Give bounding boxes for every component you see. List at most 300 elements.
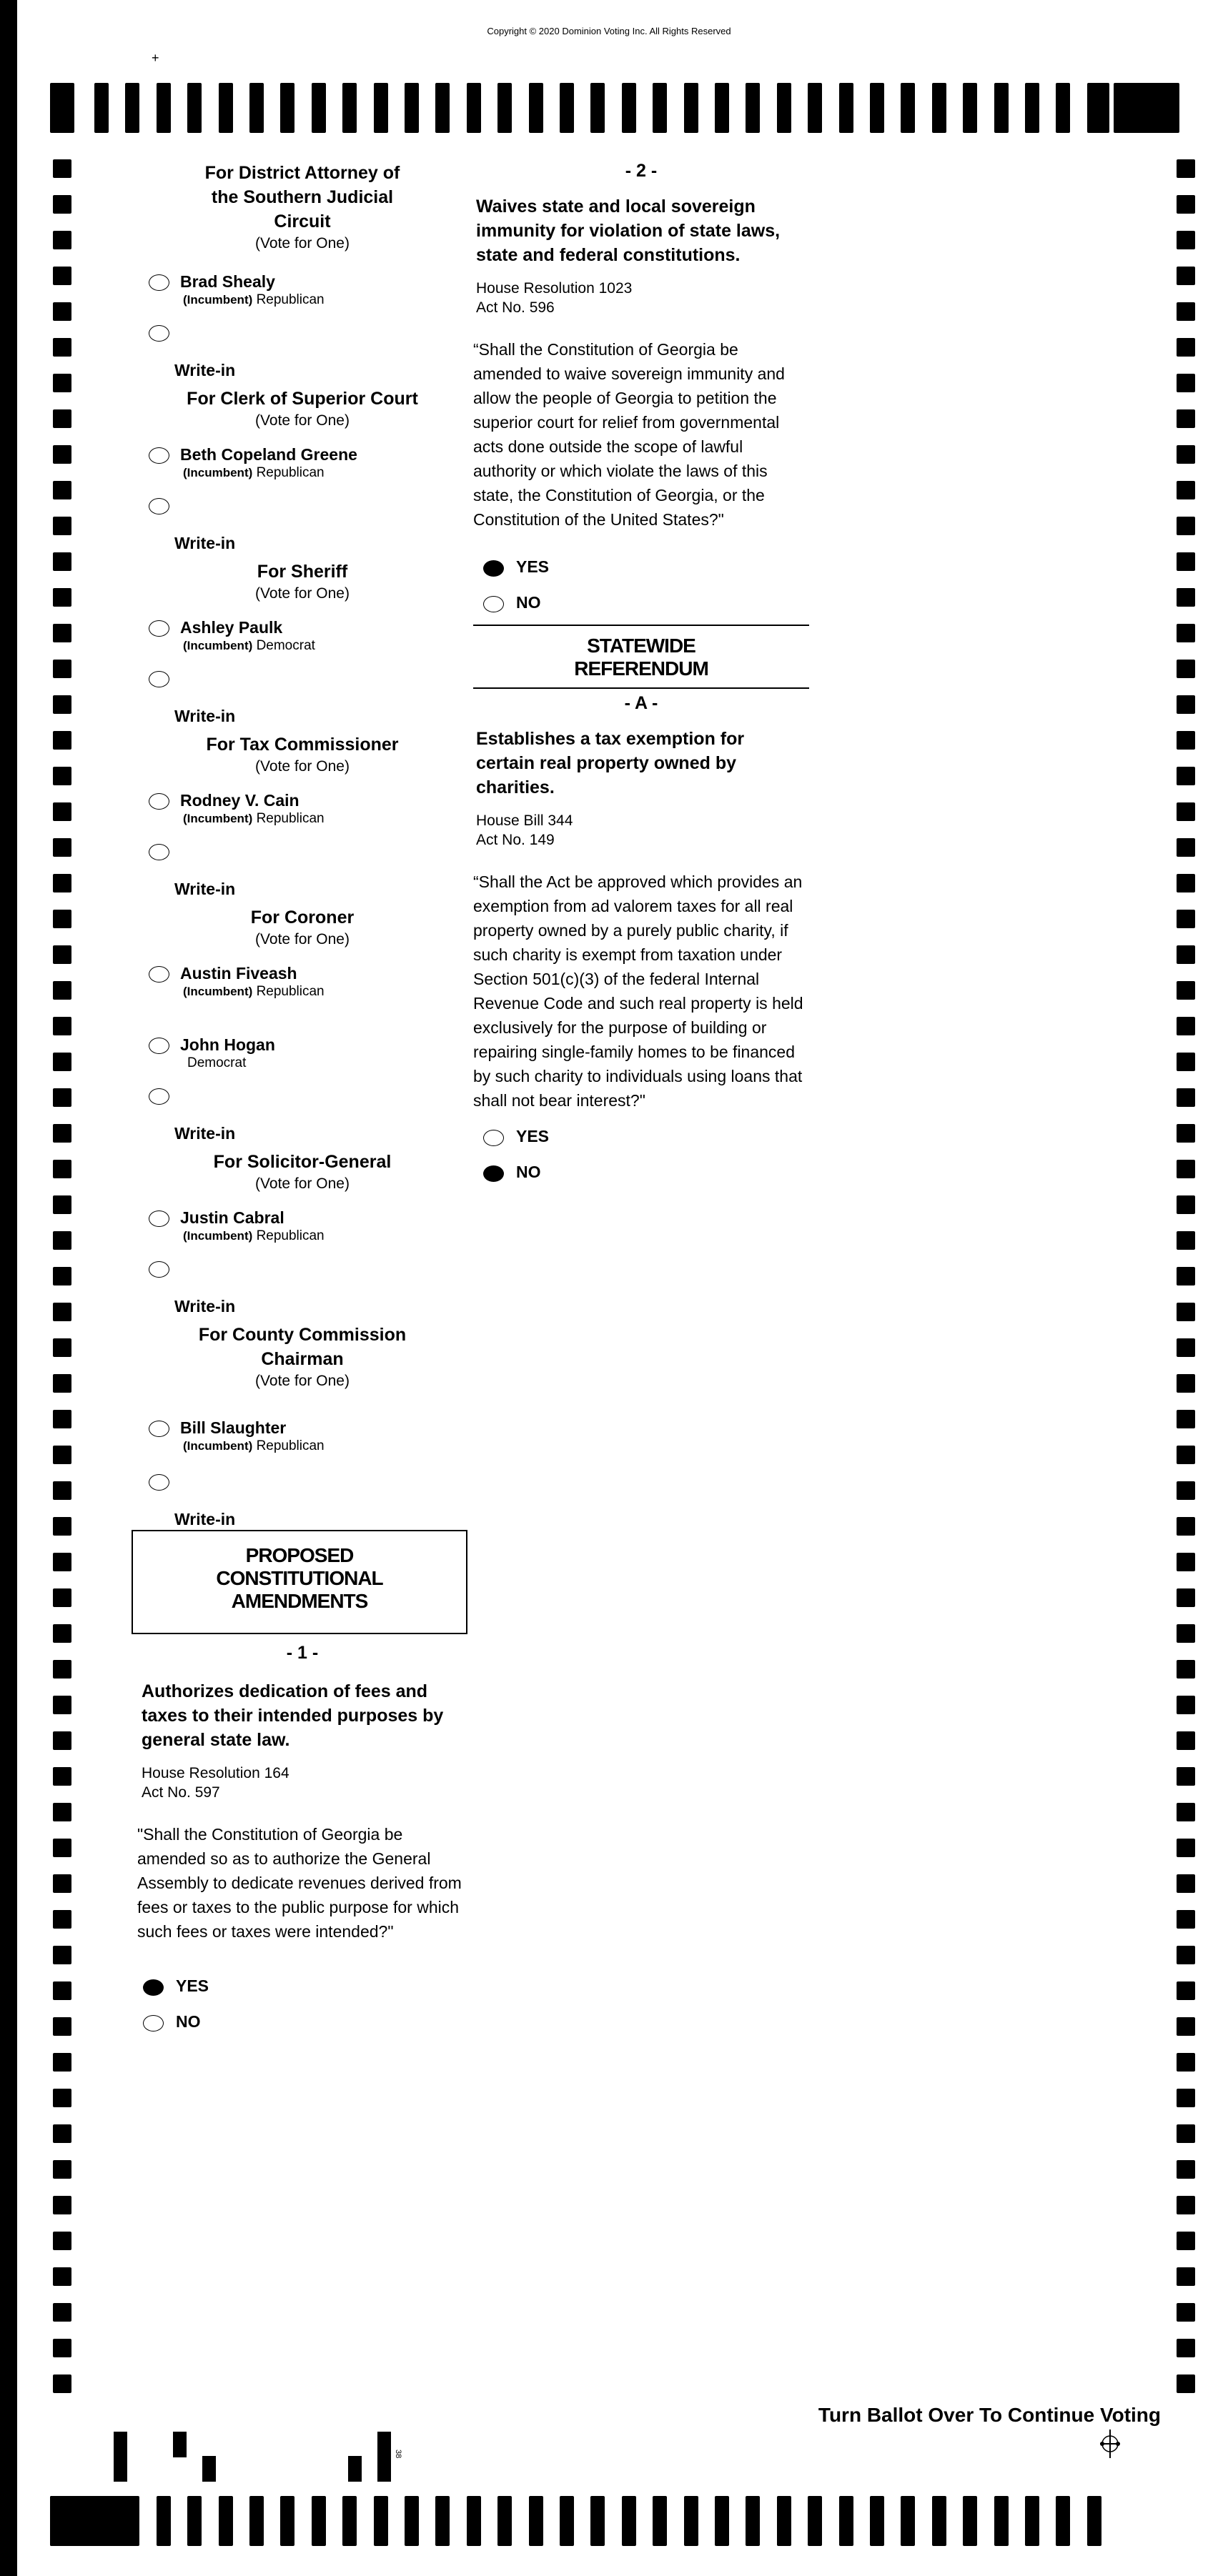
timing-mark [53, 2339, 71, 2357]
timing-mark [1177, 1517, 1195, 1536]
timing-mark [53, 731, 71, 750]
ballot-oval-icon[interactable] [149, 1474, 169, 1491]
timing-bar [653, 2496, 667, 2546]
timing-mark [1177, 2089, 1195, 2107]
write-in-option[interactable] [133, 844, 472, 905]
question-reference: House Resolution 164 [142, 1765, 289, 1781]
timing-mark [1177, 945, 1195, 964]
ballot-oval-filled-icon[interactable] [143, 1979, 164, 1996]
timing-bar [932, 83, 946, 133]
race-title: For Coroner [250, 907, 355, 928]
timing-mark [53, 2089, 71, 2107]
party-label: Democrat [256, 638, 315, 653]
timing-bar [1089, 83, 1109, 133]
candidate-option[interactable] [133, 791, 472, 835]
question-title: Authorizes dedication of fees and taxes to their intended purposes by general state law. [142, 1681, 444, 1750]
timing-bar [467, 83, 481, 133]
ballot-oval-icon[interactable] [149, 1210, 169, 1227]
timing-mark [53, 767, 71, 785]
party-label: Republican [256, 292, 325, 307]
timing-mark [53, 517, 71, 535]
ballot-oval-icon[interactable] [143, 2015, 164, 2032]
amendment-1 [133, 1643, 472, 2044]
write-in-label: Write-in [174, 1124, 236, 1143]
question-text: "Shall the Constitution of Georgia be amended so as to authorize the General Assembly to dedicate revenues derived from fees or taxes to the public purpose for which such fees or taxes were intended?" [137, 1825, 462, 1941]
timing-mark [1177, 1553, 1195, 1571]
timing-mark [1177, 767, 1195, 785]
timing-mark [53, 1481, 71, 1500]
timing-mark [53, 445, 71, 464]
candidate-name: Bill Slaughter [180, 1418, 287, 1437]
option-label: YES [516, 557, 550, 576]
race-title: For Solicitor-General [213, 1152, 392, 1172]
timing-mark [1177, 1910, 1195, 1929]
ballot-oval-icon[interactable] [149, 1088, 169, 1105]
option-no[interactable] [473, 1158, 809, 1194]
race-title: For Sheriff [257, 562, 348, 582]
timing-mark [53, 1267, 71, 1285]
timing-mark [1177, 2303, 1195, 2322]
timing-mark [53, 1588, 71, 1607]
candidate-option[interactable] [133, 1208, 472, 1253]
timing-mark [1177, 1410, 1195, 1428]
timing-mark [53, 2196, 71, 2214]
timing-bar [405, 83, 419, 133]
write-in-label: Write-in [174, 1297, 236, 1316]
section-divider [473, 687, 809, 689]
vote-for-label: (Vote for One) [255, 931, 350, 948]
option-yes[interactable] [133, 1972, 472, 2008]
timing-mark [53, 1946, 71, 1964]
timing-mark [1177, 1088, 1195, 1107]
question-text: “Shall the Act be approved which provides an exemption from ad valorem taxes for all real property owned by a purely public charity, if such charity is exempt from taxation under Section 501(c)(3) of the federal Internal Revenue Code and such real property is held exclusively for the purpose of building or repairing single-family homes to be financed by such charity to individuals using loans that shall not bear interest?" [473, 872, 803, 1110]
question-title: Establishes a tax exemption for certain real property owned by charities. [476, 729, 745, 797]
race-county-commission-chairman [133, 1323, 472, 1530]
timing-bar [932, 2496, 946, 2546]
timing-bar [1056, 83, 1070, 133]
timing-mark [1177, 1731, 1195, 1750]
ballot-oval-icon[interactable] [149, 793, 169, 810]
timing-mark [1177, 517, 1195, 535]
option-label: NO [516, 1163, 541, 1181]
timing-mark [1177, 1874, 1195, 1893]
timing-mark [1177, 2374, 1195, 2393]
timing-mark [1177, 338, 1195, 357]
timing-bar [963, 83, 977, 133]
timing-mark [1177, 695, 1195, 714]
ballot-oval-icon[interactable] [149, 1261, 169, 1278]
timing-bar [529, 2496, 543, 2546]
timing-bar [497, 83, 512, 133]
timing-bar [280, 2496, 294, 2546]
party-label: Republican [256, 1438, 325, 1453]
timing-mark [1177, 1374, 1195, 1393]
timing-bar [870, 83, 884, 133]
incumbent-label: (Incumbent) [183, 293, 253, 307]
timing-bar [1056, 2496, 1070, 2546]
timing-mark [1177, 2196, 1195, 2214]
ballot-oval-icon[interactable] [149, 498, 169, 514]
timing-bar [249, 83, 264, 133]
candidate-name: Brad Shealy [180, 272, 275, 291]
id-bar [377, 2432, 391, 2482]
candidate-option[interactable] [133, 618, 472, 662]
question-reference: Act No. 597 [142, 1784, 220, 1801]
timing-mark [1177, 1338, 1195, 1357]
ballot-oval-icon[interactable] [149, 1038, 169, 1054]
question-text: “Shall the Constitution of Georgia be amended to waive sovereign immunity and allow the people of Georgia to petition the superior court for relief from governmental acts done outside the scope of lawful authority or which violate the laws of this state, the Constitution of Georgia, or the Constitution of the United States?" [473, 340, 785, 529]
timing-bar [777, 83, 791, 133]
timing-mark [1177, 159, 1195, 178]
candidate-name: Ashley Paulk [180, 618, 283, 637]
timing-mark [1177, 267, 1195, 285]
timing-bar [1087, 2496, 1101, 2546]
timing-mark [1177, 409, 1195, 428]
timing-bar [622, 2496, 636, 2546]
write-in-option[interactable] [133, 1474, 472, 1530]
timing-mark [1177, 1660, 1195, 1679]
turn-ballot-instruction: Turn Ballot Over To Continue Voting [818, 2404, 1161, 2426]
right-column [473, 161, 809, 1194]
timing-bar [94, 2496, 109, 2546]
write-in-label: Write-in [174, 361, 236, 379]
copyright-notice: Copyright © 2020 Dominion Voting Inc. All Rights Reserved [487, 26, 731, 36]
write-in-option[interactable] [133, 325, 472, 387]
timing-bar [50, 83, 74, 133]
timing-mark [1177, 1017, 1195, 1035]
timing-mark [1177, 2017, 1195, 2036]
crosshair-target-icon [1096, 2428, 1124, 2460]
option-yes[interactable] [473, 1123, 809, 1158]
timing-mark [53, 945, 71, 964]
scan-edge-strip [0, 0, 17, 2576]
timing-mark [1177, 445, 1195, 464]
incumbent-label: (Incumbent) [183, 812, 253, 825]
timing-bar [157, 83, 171, 133]
timing-bar [125, 2496, 139, 2546]
timing-mark [1177, 1160, 1195, 1178]
timing-mark [53, 588, 71, 607]
timing-mark [53, 1731, 71, 1750]
timing-bar [715, 2496, 729, 2546]
candidate-party [183, 1438, 325, 1454]
ballot-oval-icon[interactable] [149, 671, 169, 687]
timing-mark [1177, 1195, 1195, 1214]
candidate-party [183, 984, 325, 1000]
ballot-oval-filled-icon[interactable] [483, 1165, 504, 1182]
timing-bar [653, 83, 667, 133]
candidate-option[interactable] [133, 964, 472, 1008]
timing-mark [1177, 838, 1195, 857]
timing-bar [746, 83, 760, 133]
timing-mark [53, 374, 71, 392]
timing-bar [839, 2496, 853, 2546]
write-in-option[interactable] [133, 671, 472, 732]
timing-bar [125, 83, 139, 133]
ballot-oval-icon[interactable] [483, 1130, 504, 1146]
timing-mark [1177, 1696, 1195, 1714]
vote-for-label: (Vote for One) [255, 758, 350, 775]
candidate-option[interactable] [133, 272, 472, 317]
vote-for-label: (Vote for One) [255, 585, 350, 602]
timing-mark [53, 1767, 71, 1786]
candidate-option[interactable] [133, 1418, 472, 1463]
race-title-line-1: For County Commission [198, 1325, 407, 1345]
option-label: YES [516, 1127, 550, 1145]
section-header-line: AMENDMENTS [231, 1590, 368, 1612]
timing-bar [560, 83, 574, 133]
timing-mark [53, 660, 71, 678]
timing-mark [53, 302, 71, 321]
timing-mark [53, 1874, 71, 1893]
timing-mark [53, 1017, 71, 1035]
option-no[interactable] [133, 2008, 472, 2044]
race-title: For Clerk of Superior Court [187, 389, 418, 409]
candidate-option[interactable] [133, 445, 472, 489]
candidate-party [183, 638, 315, 654]
timing-mark [53, 2124, 71, 2143]
timing-mark [53, 409, 71, 428]
incumbent-label: (Incumbent) [183, 1439, 253, 1453]
timing-bar [529, 83, 543, 133]
candidate-party [183, 811, 325, 827]
incumbent-label: (Incumbent) [183, 639, 253, 652]
timing-mark [1177, 1053, 1195, 1071]
candidate-option[interactable] [133, 1035, 472, 1080]
timing-mark [53, 1053, 71, 1071]
timing-bar [684, 83, 698, 133]
section-header-line: REFERENDUM [574, 657, 708, 680]
timing-mark [1177, 552, 1195, 571]
timing-mark [53, 2160, 71, 2179]
timing-mark [53, 2303, 71, 2322]
timing-bar [157, 2496, 171, 2546]
timing-mark [53, 838, 71, 857]
id-bar [114, 2432, 127, 2482]
timing-bar [249, 2496, 264, 2546]
write-in-label: Write-in [174, 880, 236, 898]
section-header-line: STATEWIDE [587, 635, 695, 657]
timing-bar [497, 2496, 512, 2546]
timing-bar [1025, 2496, 1039, 2546]
candidate-name: Beth Copeland Greene [180, 445, 357, 464]
timing-bar [808, 83, 822, 133]
timing-mark [1177, 1231, 1195, 1250]
write-in-label: Write-in [174, 534, 236, 552]
timing-mark [1177, 2124, 1195, 2143]
timing-mark [1177, 374, 1195, 392]
ballot-oval-filled-icon[interactable] [483, 560, 504, 577]
candidate-party [183, 1228, 325, 1244]
timing-mark [1177, 1767, 1195, 1786]
timing-mark [1177, 2053, 1195, 2072]
timing-mark [1177, 588, 1195, 607]
timing-mark [1177, 1481, 1195, 1500]
ballot-oval-icon[interactable] [149, 620, 169, 637]
timing-mark [1177, 195, 1195, 214]
timing-mark [53, 695, 71, 714]
timing-mark [1177, 1303, 1195, 1321]
timing-mark [53, 2232, 71, 2250]
option-label: NO [516, 593, 541, 612]
option-label: NO [176, 2012, 201, 2031]
referendum-header [473, 626, 809, 687]
question-number: - A - [624, 693, 658, 713]
timing-bar [1114, 83, 1179, 133]
race-clerk-superior-court [133, 387, 472, 560]
timing-mark [53, 481, 71, 499]
timing-bar [746, 2496, 760, 2546]
timing-mark [1177, 1624, 1195, 1643]
timing-bar [839, 83, 853, 133]
timing-bar [994, 2496, 1009, 2546]
question-reference: House Resolution 1023 [476, 280, 633, 297]
party-label: Republican [256, 1228, 325, 1243]
timing-mark [53, 1195, 71, 1214]
ballot-oval-icon[interactable] [483, 596, 504, 612]
timing-mark [1177, 2339, 1195, 2357]
timing-mark [53, 1446, 71, 1464]
timing-bar [374, 2496, 388, 2546]
timing-mark [53, 1231, 71, 1250]
race-district-attorney [133, 161, 472, 387]
timing-bar [684, 2496, 698, 2546]
write-in-option[interactable] [133, 1088, 472, 1150]
option-no[interactable] [473, 589, 809, 625]
timing-mark [53, 802, 71, 821]
id-bar [348, 2456, 362, 2482]
incumbent-label: (Incumbent) [183, 1229, 253, 1243]
timing-mark [53, 1910, 71, 1929]
timing-mark [1177, 481, 1195, 499]
option-label: YES [176, 1976, 209, 1995]
incumbent-label: (Incumbent) [183, 985, 253, 998]
timing-mark [53, 2267, 71, 2286]
timing-mark [53, 1553, 71, 1571]
timing-mark [1177, 1267, 1195, 1285]
timing-bar [963, 2496, 977, 2546]
question-title: Waives state and local sovereign immunity for violation of state laws, state and federal constitutions. [476, 197, 781, 265]
timing-mark [53, 874, 71, 892]
timing-mark [1177, 731, 1195, 750]
question-reference: House Bill 344 [476, 812, 573, 829]
candidate-party [183, 292, 325, 308]
timing-mark [53, 1803, 71, 1821]
timing-mark [53, 1160, 71, 1178]
ballot-oval-icon[interactable] [149, 1421, 169, 1437]
timing-bar [590, 83, 605, 133]
timing-mark [1177, 624, 1195, 642]
vote-for-label: (Vote for One) [255, 1175, 350, 1192]
referendum-a [473, 693, 809, 1194]
timing-mark [1177, 1839, 1195, 1857]
section-header-line: CONSTITUTIONAL [216, 1567, 383, 1589]
timing-mark [53, 1303, 71, 1321]
timing-bar [405, 2496, 419, 2546]
amendment-2 [473, 161, 809, 625]
timing-mark [1177, 1981, 1195, 2000]
incumbent-label: (Incumbent) [183, 466, 253, 479]
timing-bar [622, 83, 636, 133]
party-label: Republican [256, 811, 325, 826]
id-bar [173, 2432, 187, 2457]
candidate-party [187, 1055, 246, 1071]
timing-mark [1177, 910, 1195, 928]
timing-bar [374, 83, 388, 133]
timing-bar [187, 83, 202, 133]
candidate-name: John Hogan [180, 1035, 275, 1054]
timing-mark [53, 338, 71, 357]
timing-mark [53, 1839, 71, 1857]
timing-bar [994, 83, 1009, 133]
timing-bar [560, 2496, 574, 2546]
timing-mark [53, 267, 71, 285]
timing-bar [50, 2496, 74, 2546]
candidate-name: Justin Cabral [180, 1208, 284, 1227]
ballot-oval-icon[interactable] [149, 844, 169, 860]
timing-mark [53, 1088, 71, 1107]
timing-bar [590, 2496, 605, 2546]
race-coroner [133, 905, 472, 1150]
candidate-name: Rodney V. Cain [180, 791, 299, 810]
timing-mark [1177, 874, 1195, 892]
timing-mark [53, 910, 71, 928]
timing-bar [312, 83, 326, 133]
candidate-name: Austin Fiveash [180, 964, 297, 983]
ballot-oval-icon[interactable] [149, 966, 169, 983]
race-title: For Tax Commissioner [206, 735, 399, 755]
timing-bar [901, 2496, 915, 2546]
race-title-line-2: Chairman [261, 1349, 344, 1369]
ballot-oval-icon[interactable] [149, 447, 169, 464]
write-in-option[interactable] [133, 1261, 472, 1323]
party-label: Republican [256, 465, 325, 480]
question-reference: Act No. 596 [476, 299, 555, 316]
timing-mark [53, 1696, 71, 1714]
race-tax-commissioner [133, 732, 472, 905]
option-yes[interactable] [473, 553, 809, 589]
timing-mark [1177, 1124, 1195, 1143]
ballot-style-code: 38 [394, 2450, 402, 2459]
timing-bar [342, 83, 357, 133]
timing-mark [53, 2053, 71, 2072]
timing-bar [94, 83, 109, 133]
vote-for-label: (Vote for One) [255, 1373, 350, 1389]
left-column [133, 161, 472, 2044]
timing-bar [219, 83, 233, 133]
timing-mark [53, 1124, 71, 1143]
timing-mark [53, 2017, 71, 2036]
party-label: Republican [256, 984, 325, 999]
timing-mark [1177, 302, 1195, 321]
ballot-oval-icon[interactable] [149, 274, 169, 291]
amendments-header-box [132, 1530, 467, 1634]
race-title: For District Attorney of the Southern Judicial Circuit [204, 163, 400, 232]
vote-for-label: (Vote for One) [255, 235, 350, 252]
write-in-option[interactable] [133, 498, 472, 560]
timing-mark [53, 1981, 71, 2000]
ballot-oval-icon[interactable] [149, 325, 169, 342]
party-label: Democrat [187, 1055, 247, 1070]
question-number: - 2 - [625, 161, 658, 181]
race-sheriff [133, 560, 472, 732]
timing-bar [435, 83, 450, 133]
timing-bar [187, 2496, 202, 2546]
write-in-label: Write-in [174, 1510, 236, 1528]
timing-mark [1177, 2267, 1195, 2286]
timing-bar [435, 2496, 450, 2546]
timing-mark [53, 1338, 71, 1357]
